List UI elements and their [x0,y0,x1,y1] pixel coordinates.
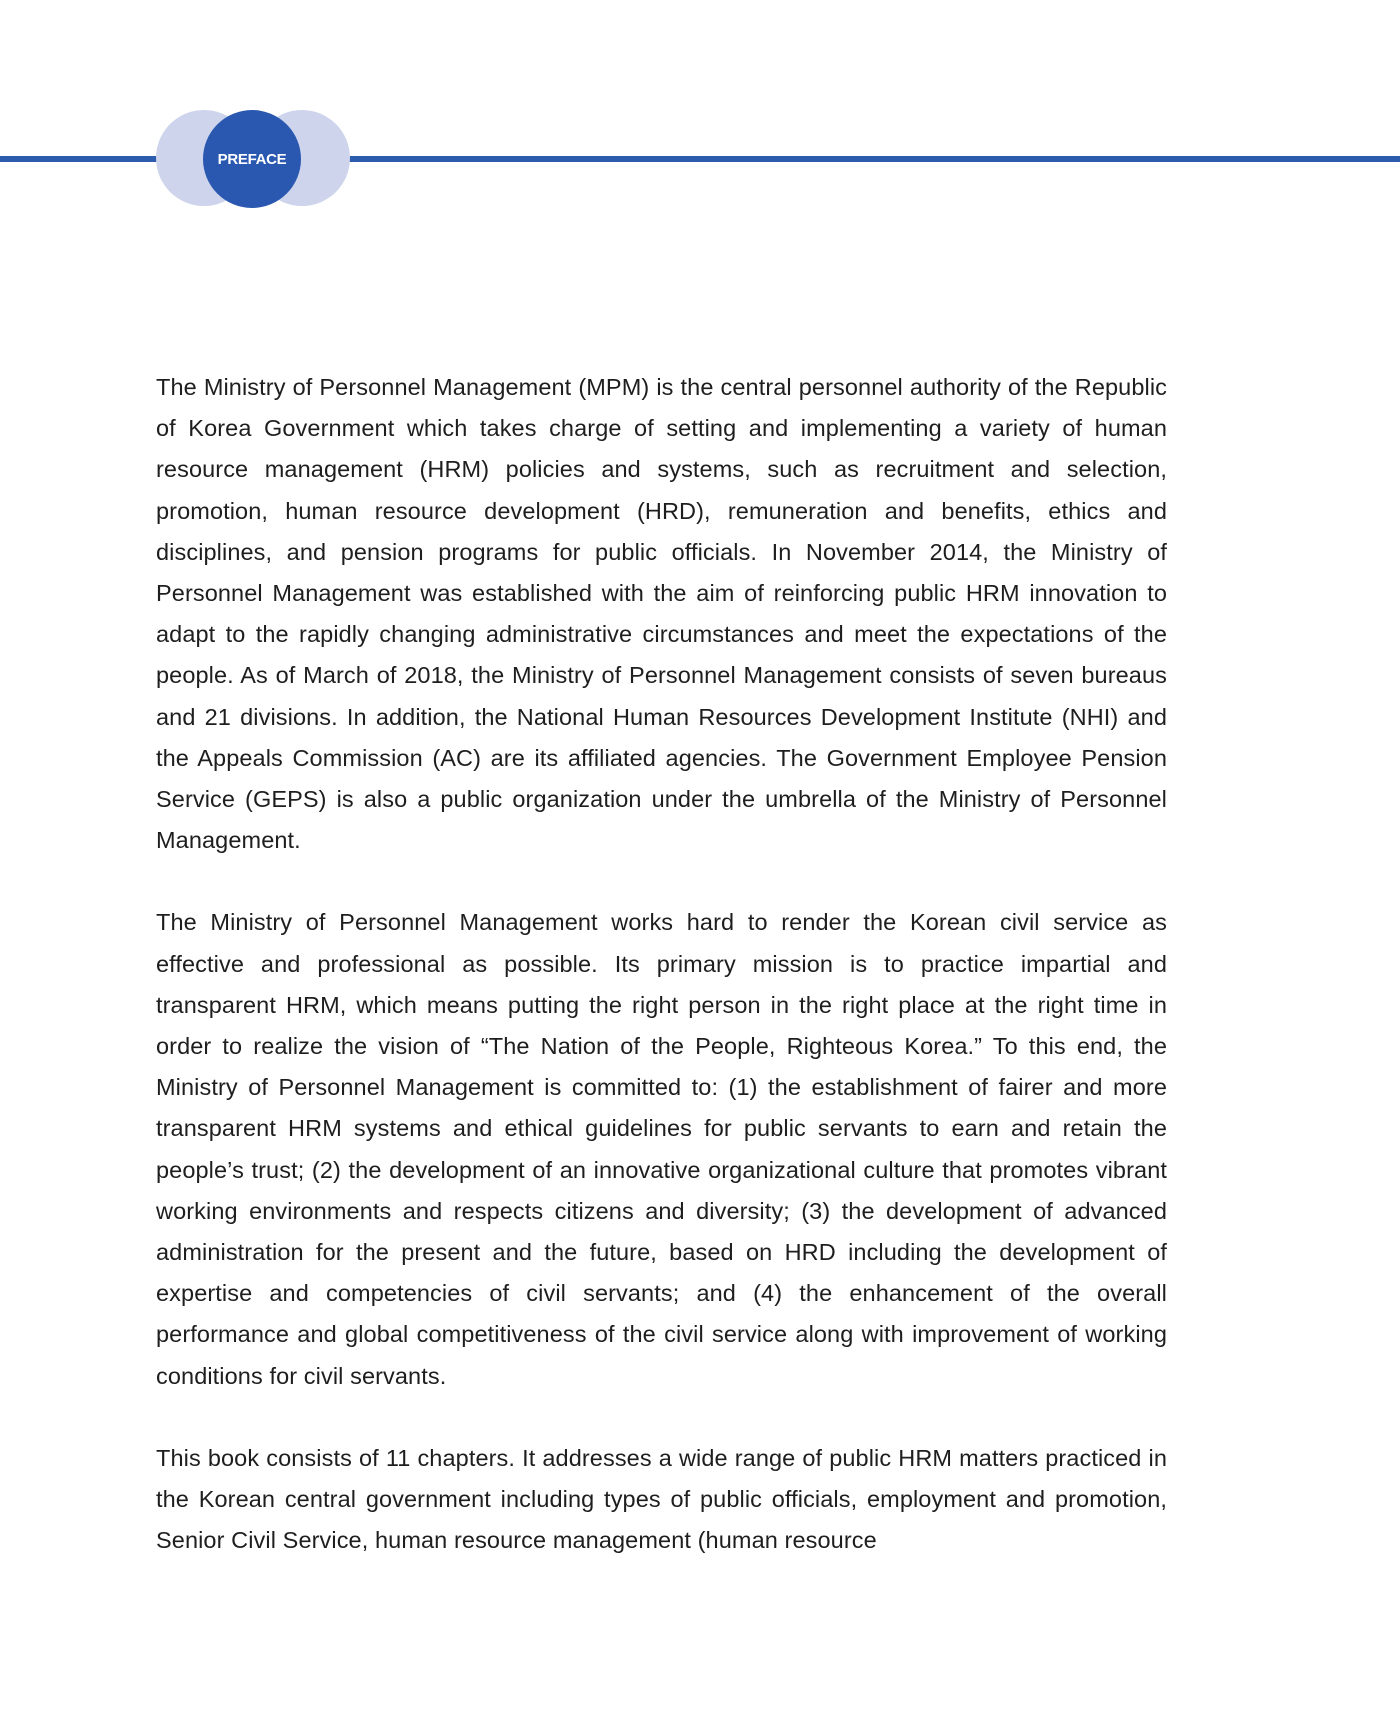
section-label: PREFACE [217,150,287,168]
preface-badge [156,110,350,206]
paragraph-2: The Ministry of Personnel Management works hard to render the Korean civil service as effective and professional as possible. Its primary mission is to practice impartial and transparent HRM, which means putting the right person in the right place at the right time in order to realize the vision of “The Nation of the People, Righteous Korea.” To this end, the Ministry of Personnel Management is committed to: (1) the establishment of fairer and more transparent HRM systems and ethical guidelines for public servants to earn and retain the people’s trust; (2) the development of an innovative organizational culture that promotes vibrant working environments and respects citizens and diversity; (3) the development of advanced administration for the present and the future, based on HRD including the development of expertise and competencies of civil servants; and (4) the enhancement of the overall performance and global competitiveness of the civil service along with improvement of working conditions for civil servants. [156,909,1167,1389]
paragraph-3: This book consists of 11 chapters. It addresses a wide range of public HRM matters practiced in the Korean central government including types of public officials, employment and promotion, Senior Civil Service, human resource management (human resource [156,1444,1167,1554]
paragraph-1: The Ministry of Personnel Management (MPM) is the central personnel authority of the Republic of Korea Government which takes charge of setting and implementing a variety of human resource management (HRM) policies and systems, such as recruitment and selection, promotion, human resource development (HRD), remuneration and benefits, ethics and disciplines, and pension programs for public officials. In November 2014, the Ministry of Personnel Management was established with the aim of reinforcing public HRM innovation to adapt to the rapidly changing administrative circumstances and meet the expectations of the people. As of March of 2018, the Ministry of Personnel Management consists of seven bureaus and 21 divisions. In addition, the National Human Resources Development Institute (NHI) and the Appeals Commission (AC) are its affiliated agencies. The Government Employee Pension Service (GEPS) is also a public organization under the umbrella of the Ministry of Personnel Management. [156,374,1167,854]
preface-body [156,367,1167,1602]
badge-circle-main [203,110,301,208]
